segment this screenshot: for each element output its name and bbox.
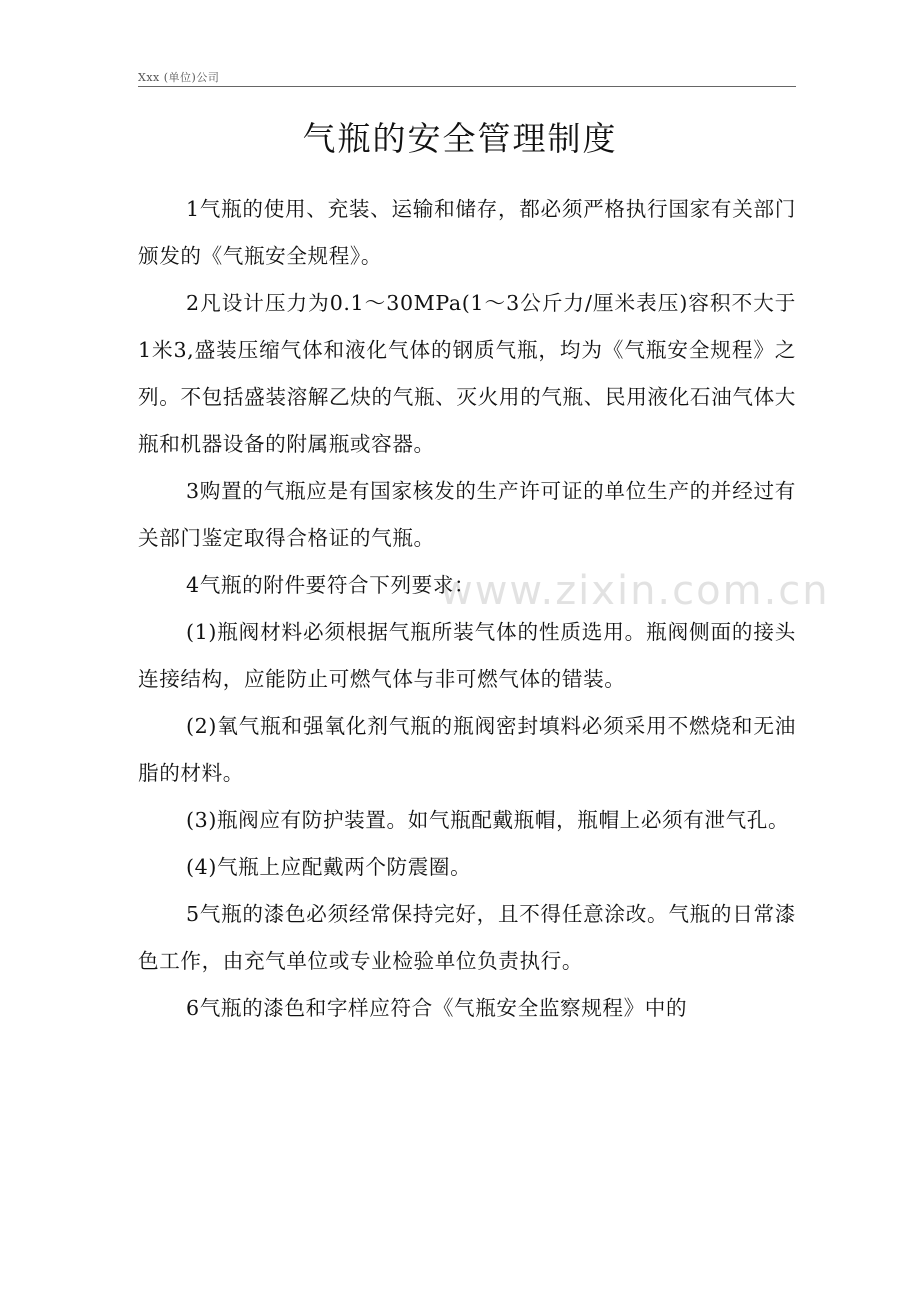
paragraph-6: 6气瓶的漆色和字样应符合《气瓶安全监察规程》中的 [186,996,688,1020]
document-title: 气瓶的安全管理制度 [302,119,618,158]
company-name: Xxx (单位)公司 [138,71,220,84]
paragraph-4-3: (3)瓶阀应有防护装置。如气瓶配戴瓶帽，瓶帽上必须有泄气孔。 [186,808,790,832]
paragraph-5: 5气瓶的漆色必须经常保持完好，且不得任意涂改。气瓶的日常漆色工作，由充气单位或专业检验单位负责执行。 [138,902,796,973]
paragraph-3: 3购置的气瓶应是有国家核发的生产许可证的单位生产的并经过有关部门鉴定取得合格证的气瓶。 [138,479,796,550]
document-body [138,186,796,1032]
page-header [138,66,796,87]
paragraph-1: 1气瓶的使用、充装、运输和储存，都必须严格执行国家有关部门颁发的《气瓶安全规程》。 [138,197,796,268]
watermark: www.zixin.com.cn [440,568,830,614]
paragraph-4-2: (2)氧气瓶和强氧化剂气瓶的瓶阀密封填料必须采用不燃烧和无油脂的材料。 [138,714,796,785]
paragraph-4-4: (4)气瓶上应配戴两个防震圈。 [186,855,472,879]
paragraph-4: 4气瓶的附件要符合下列要求： [186,573,476,597]
paragraph-4-1: (1)瓶阀材料必须根据气瓶所装气体的性质选用。瓶阀侧面的接头连接结构，应能防止可燃气体与非可燃气体的错装。 [138,620,796,691]
paragraph-2: 2凡设计压力为0.1～30MPa(1～3公斤力/厘米表压)容积不大于1米3,盛装压缩气体和液化气体的钢质气瓶，均为《气瓶安全规程》之列。不包括盛装溶解乙炔的气瓶、灭火用的气瓶、民用液化石油气体大瓶和机器设备的附属瓶或容器。 [138,291,796,456]
